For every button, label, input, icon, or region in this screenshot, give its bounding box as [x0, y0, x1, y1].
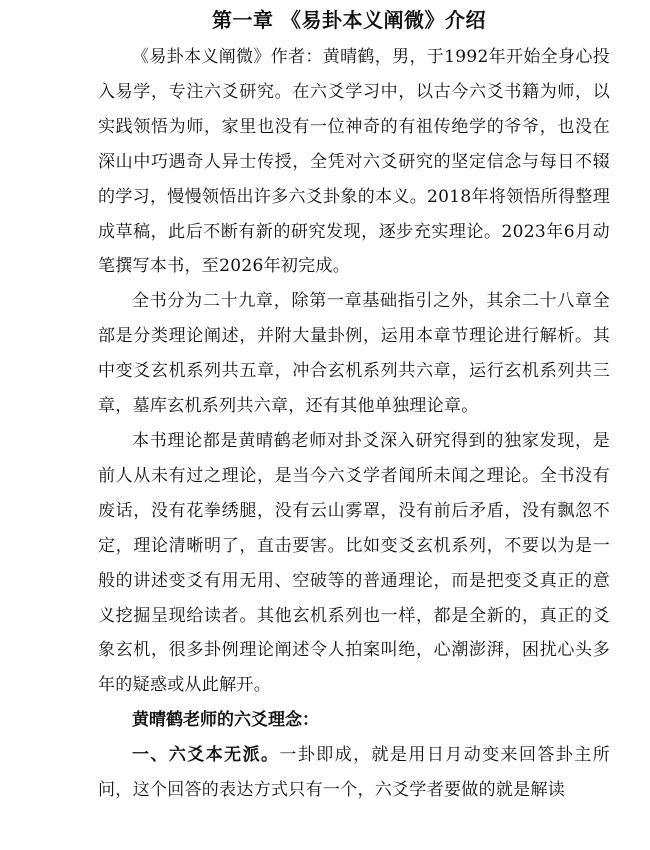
paragraph-book-theory: 本书理论都是黄晴鹤老师对卦爻深入研究得到的独家发现，是前人从未有过之理论，是当今六爻学者闻所未闻之理论。全书没有废话，没有花拳绣腿，没有云山雾罩，没有前后矛盾，没有飘忽不定，理论清晰明了，直击要害。比如变爻玄机系列，不要以为是一般的讲述变爻有用无用、空破等的普通理论，而是把变爻真正的意义挖掘呈现给读者。其他玄机系列也一样，都是全新的，真正的爻象玄机，很多卦例理论阐述令人拍案叫绝，心潮澎湃，困扰心头多年的疑惑或从此解开。	[98, 430, 610, 696]
principle-point-1-lead: 一、六爻本无派。	[132, 745, 280, 766]
chapter-title: 第一章 《易卦本义阐微》介绍	[212, 8, 486, 32]
paragraph-book-structure: 全书分为二十九章，除第一章基础指引之外，其余二十八章全部是分类理论阐述，并附大量卦例，运用本章节理论进行解析。其中变爻玄机系列共五章，冲合玄机系列共六章，运行玄机系列共三章，墓库玄机系列共六章，还有其他单独理论章。	[98, 291, 610, 417]
principle-point-1	[98, 738, 610, 808]
section-heading: 黄晴鹤老师的六爻理念：	[132, 710, 319, 731]
paragraph-author-intro: 《易卦本义阐微》作者：黄晴鹤，男，于1992年开始全身心投入易学，专注六爻研究。在六爻学习中，以古今六爻书籍为师，以实践领悟为师，家里也没有一位神奇的有祖传绝学的爷爷，也没在深山中巧遇奇人异士传授，全凭对六爻研究的坚定信念与每日不辍的学习，慢慢领悟出许多六爻卦象的本义。2018年将领悟所得整理成草稿，此后不断有新的研究发现，逐步充实理论。2023年6月动笔撰写本书，至2026年初完成。	[98, 47, 610, 277]
principle-point-1-text: 一卦即成，就是用日月动变来回答卦主所问，这个回答的表达方式只有一个，六爻学者要做的就是解读	[98, 745, 610, 801]
